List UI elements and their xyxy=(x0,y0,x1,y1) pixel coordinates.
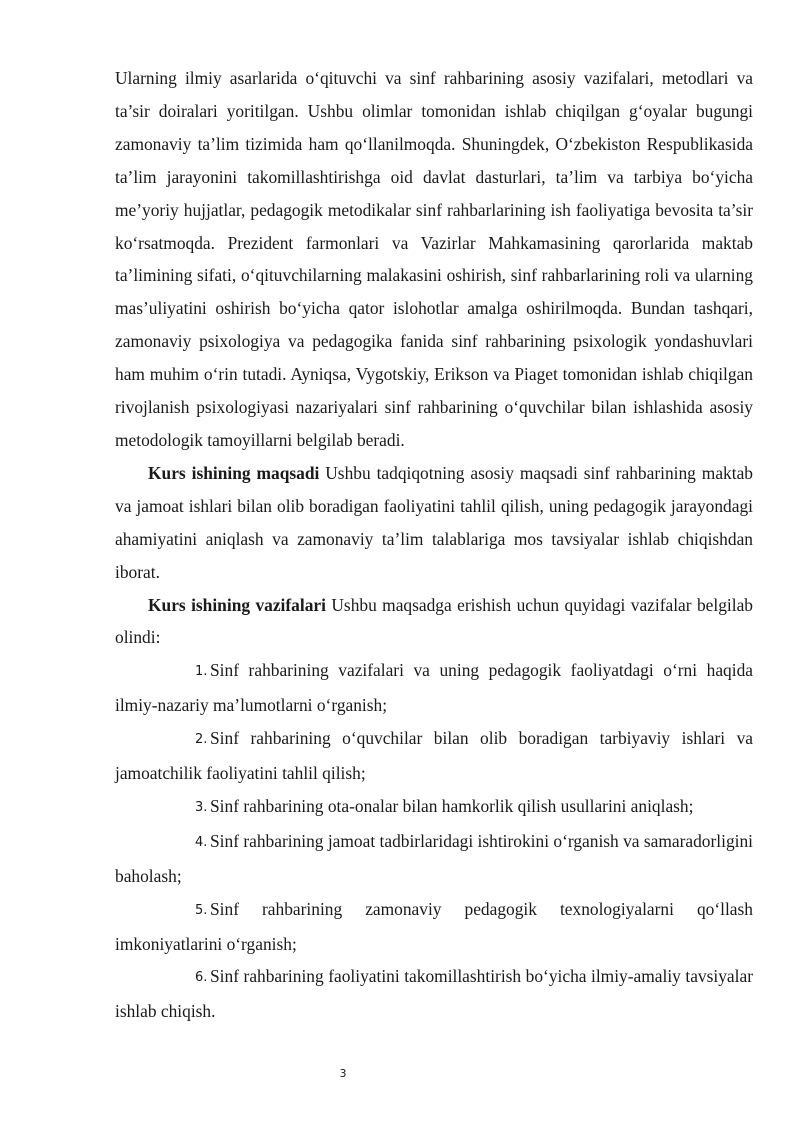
list-item xyxy=(115,893,753,961)
goal-text: Ushbu tadqiqotning asosiy maqsadi sinf rahbarining maktab va jamoat ishlari bilan olib boradigan faoliyatini tahlil qilish, uning pedagogik jarayondagi ahamiyatini aniqlash va zamonaviy ta’lim talablariga mos tavsiyalar ishlab chiqishdan iborat. xyxy=(115,462,753,582)
list-item-number: 5. xyxy=(195,902,208,918)
list-item-text: Sinf rahbarining o‘quvchilar bilan olib boradigan tarbiyaviy ishlari va jamoatchilik faoliyatini tahlil qilish; xyxy=(115,728,753,784)
list-item-text: Sinf rahbarining jamoat tadbirlaridagi ishtirokini o‘rganish va samaradorligini baholash; xyxy=(115,830,754,886)
goal-paragraph xyxy=(115,457,753,589)
list-item-number: 4. xyxy=(195,834,208,850)
list-item-text: Sinf rahbarining faoliyatini takomillashtirish bo‘yicha ilmiy-amaliy tavsiyalar ishlab chiqish. xyxy=(115,966,753,1022)
list-item xyxy=(115,654,753,722)
list-item-number: 2. xyxy=(195,732,208,748)
list-item-text: Sinf rahbarining vazifalari va uning pedagogik faoliyatdagi o‘rni haqida ilmiy-nazariy ma’lumotlarni o‘rganish; xyxy=(115,660,753,716)
list-item-number: 1. xyxy=(195,664,208,680)
tasks-heading: Kurs ishining vazifalari xyxy=(148,594,326,615)
page-number: 3 xyxy=(339,1067,347,1080)
list-item-number: 3. xyxy=(195,799,208,815)
list-item-text: Sinf rahbarining ota-onalar bilan hamkorlik qilish usullarini aniqlash; xyxy=(210,795,694,816)
list-item xyxy=(115,825,753,893)
list-item xyxy=(115,960,753,1028)
tasks-list xyxy=(115,654,753,1028)
tasks-paragraph xyxy=(115,589,753,655)
page-content xyxy=(115,62,753,1028)
list-item xyxy=(115,790,753,825)
intro-paragraph: Ularning ilmiy asarlarida o‘qituvchi va sinf rahbarining asosiy vazifalari, metodlari va ta’sir doiralari yoritilgan. Ushbu olimlar tomonidan ishlab chiqilgan g‘oyalar bugungi zamonaviy ta’lim tizimida ham qo‘llanilmoqda. Shuningdek, O‘zbekiston Respublikasida ta’lim jarayonini takomillashtirishga oid davlat dasturlari, ta’lim va tarbiya bo‘yicha me’yoriy hujjatlar, pedagogik metodikalar sinf rahbarlarining ish faoliyatiga bevosita ta’sir ko‘rsatmoqda. Prezident farmonlari va Vazirlar Mahkamasining qarorlarida maktab ta’limining sifati, o‘qituvchilarning malakasini oshirish, sinf rahbarlarining roli va ularning mas’uliyatini oshirish bo‘yicha qator islohotlar amalga oshirilmoqda. Bundan tashqari, zamonaviy psixologiya va pedagogika fanida sinf rahbarining psixologik yondashuvlari ham muhim o‘rin tutadi. Ayniqsa, Vygotskiy, Erikson va Piaget tomonidan ishlab chiqilgan rivojlanish psixologiyasi nazariyalari sinf rahbarining o‘quvchilar bilan ishlashida asosiy metodologik tamoyillarni belgilab beradi. xyxy=(115,68,753,450)
list-item-text: Sinf rahbarining zamonaviy pedagogik texnologiyalarni qo‘llash imkoniyatlarini o‘rganish; xyxy=(115,898,753,954)
list-item xyxy=(115,722,753,790)
tasks-text: Ushbu maqsadga erishish uchun quyidagi vazifalar belgilab olindi: xyxy=(115,594,753,648)
list-item-number: 6. xyxy=(195,970,208,986)
goal-heading: Kurs ishining maqsadi xyxy=(148,462,320,483)
